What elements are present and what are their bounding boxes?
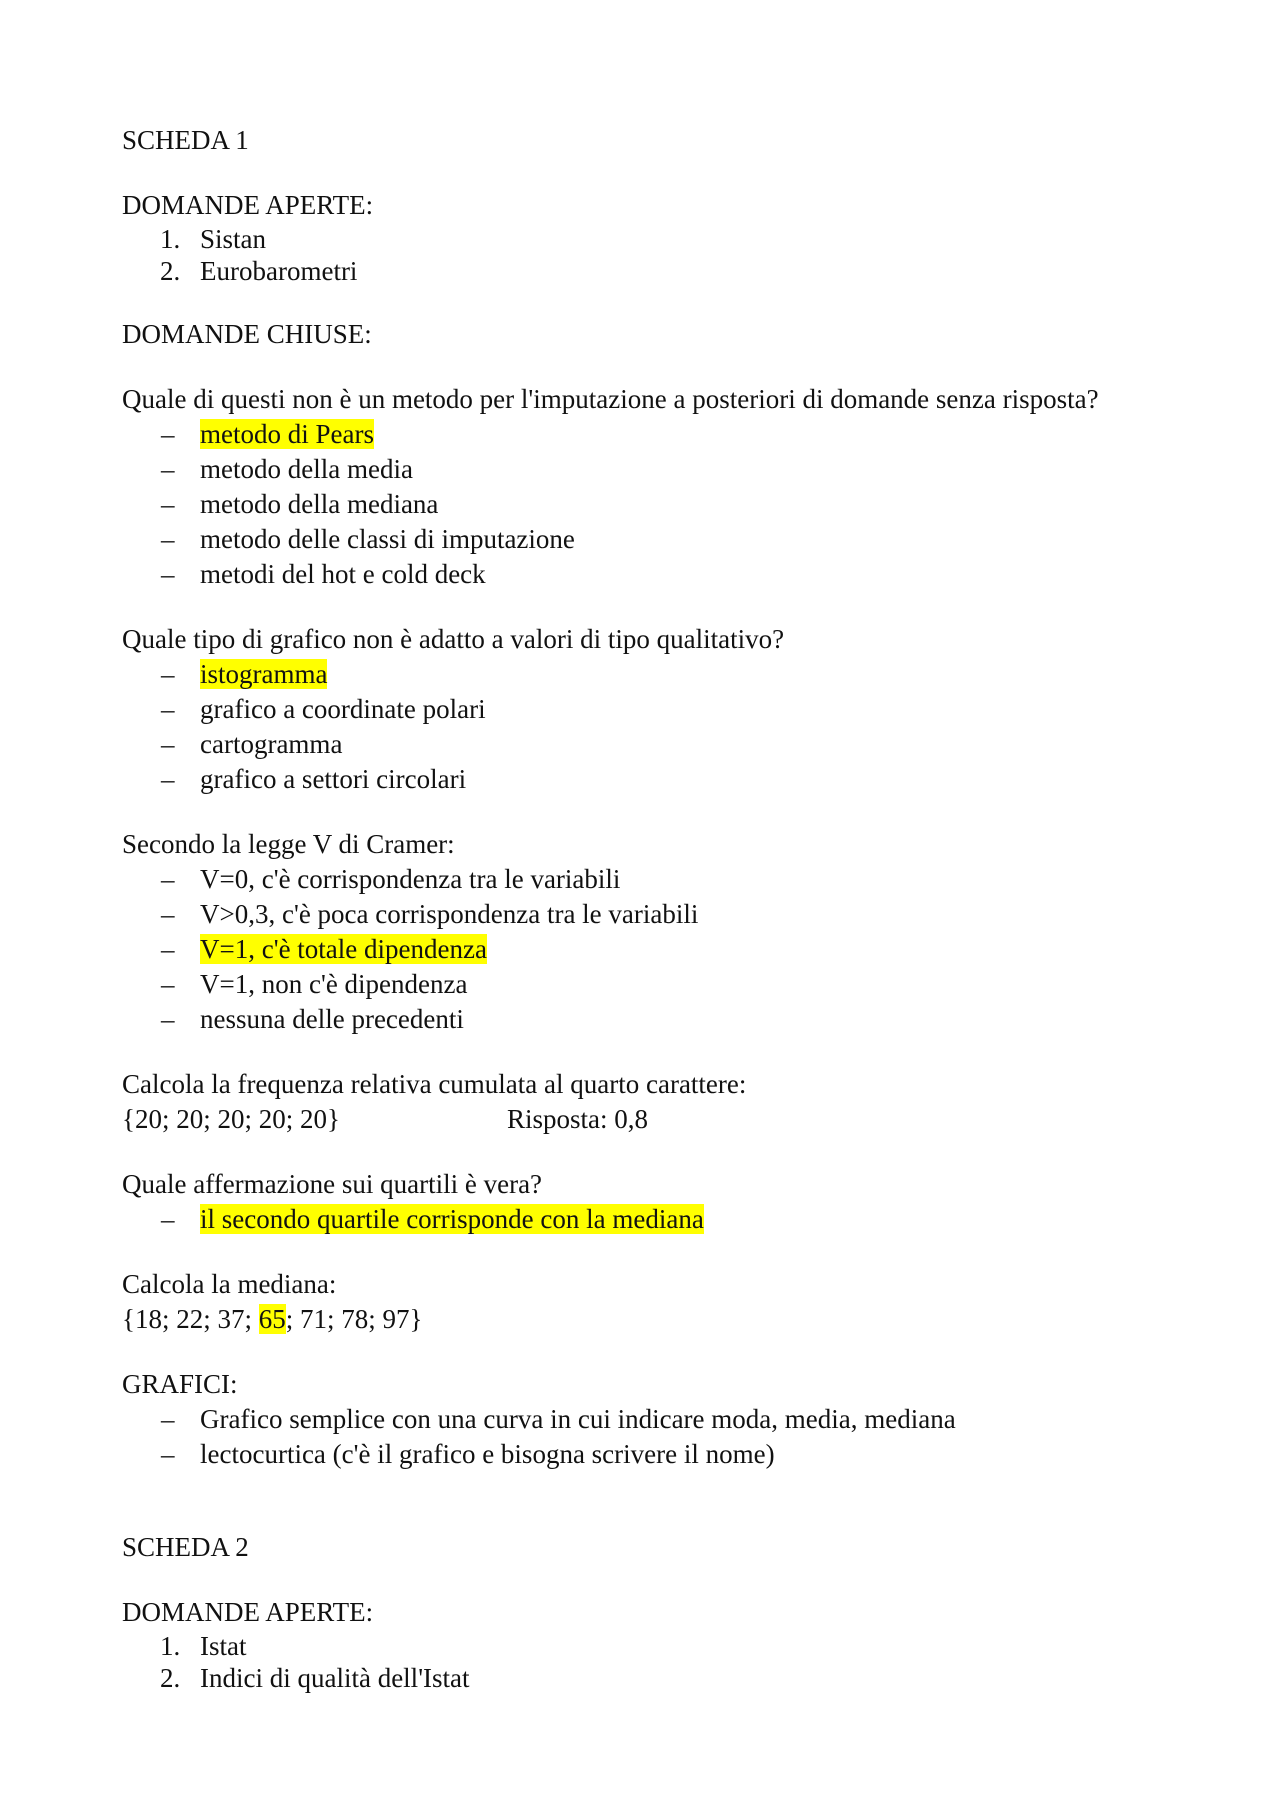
question-6-data: [122, 1302, 1202, 1337]
graphs-heading: GRAFICI:: [122, 1369, 238, 1399]
option-text: V>0,3, c'è poca corrispondenza tra le variabili: [200, 899, 699, 929]
option-item: [122, 692, 1202, 727]
scheda2-open-list: [122, 1630, 1202, 1694]
option-text: metodi del hot e cold deck: [200, 559, 486, 589]
list-item-text: Eurobarometri: [200, 256, 358, 286]
option-text: grafico a settori circolari: [200, 764, 467, 794]
scheda1-title: SCHEDA 1: [122, 125, 249, 155]
question-4-data: {20; 20; 20; 20; 20}: [122, 1104, 340, 1134]
question-1: Quale di questi non è un metodo per l'imputazione a posteriori di domande senza risposta?: [122, 384, 1099, 414]
question-4-answer: Risposta: 0,8: [507, 1104, 649, 1134]
list-item: [122, 1437, 1202, 1472]
dash-bullet: –: [161, 969, 175, 999]
option-text: cartogramma: [200, 729, 343, 759]
option-text: nessuna delle precedenti: [200, 1004, 464, 1034]
scheda2-open-heading: DOMANDE APERTE:: [122, 1597, 374, 1627]
dash-bullet: –: [161, 419, 175, 449]
option-item: [122, 762, 1202, 797]
dash-bullet: –: [161, 694, 175, 724]
question-4-data-row: [122, 1102, 1202, 1137]
option-item: [122, 862, 1202, 897]
option-item: [122, 452, 1202, 487]
scheda1-closed-heading: DOMANDE CHIUSE:: [122, 319, 372, 349]
scheda1-open-heading: DOMANDE APERTE:: [122, 190, 374, 220]
option-item: [122, 967, 1202, 1002]
dash-bullet: –: [161, 489, 175, 519]
option-text: grafico a coordinate polari: [200, 694, 486, 724]
option-text-highlighted: metodo di Pears: [200, 419, 374, 449]
question-3-options: [122, 862, 1202, 1037]
list-item: [122, 223, 1202, 255]
list-number: 1.: [160, 224, 181, 254]
list-number: 1.: [160, 1631, 181, 1661]
option-item: [122, 1202, 1202, 1237]
graphs-list: [122, 1402, 1202, 1472]
question-4: Calcola la frequenza relativa cumulata al quarto carattere:: [122, 1069, 747, 1099]
dash-bullet: –: [161, 934, 175, 964]
option-text: V=1, non c'è dipendenza: [200, 969, 468, 999]
question-2: Quale tipo di grafico non è adatto a valori di tipo qualitativo?: [122, 624, 785, 654]
dash-bullet: –: [161, 1004, 175, 1034]
dash-bullet: –: [161, 1404, 175, 1434]
dash-bullet: –: [161, 729, 175, 759]
option-item: [122, 557, 1202, 592]
dash-bullet: –: [161, 1439, 175, 1469]
list-item-text: Istat: [200, 1631, 247, 1661]
graph-text: lectocurtica (c'è il grafico e bisogna scrivere il nome): [200, 1439, 775, 1469]
option-item: [122, 932, 1202, 967]
dash-bullet: –: [161, 524, 175, 554]
option-text: metodo delle classi di imputazione: [200, 524, 575, 554]
option-item: [122, 897, 1202, 932]
dash-bullet: –: [161, 899, 175, 929]
option-item: [122, 522, 1202, 557]
question-5: Quale affermazione sui quartili è vera?: [122, 1169, 543, 1199]
option-text: metodo della media: [200, 454, 413, 484]
option-text-highlighted: V=1, c'è totale dipendenza: [200, 934, 487, 964]
question-3: Secondo la legge V di Cramer:: [122, 829, 455, 859]
list-number: 2.: [160, 256, 181, 286]
list-item: [122, 1630, 1202, 1662]
list-item: [122, 255, 1202, 287]
dash-bullet: –: [161, 559, 175, 589]
document-page: [122, 123, 1202, 1694]
question-1-options: [122, 417, 1202, 592]
question-6: Calcola la mediana:: [122, 1269, 337, 1299]
scheda1-open-list: [122, 223, 1202, 287]
dash-bullet: –: [161, 764, 175, 794]
question-6-median-highlighted: 65: [258, 1304, 286, 1334]
question-5-options: [122, 1202, 1202, 1237]
option-item: [122, 1002, 1202, 1037]
question-2-options: [122, 657, 1202, 797]
option-item: [122, 487, 1202, 522]
dash-bullet: –: [161, 659, 175, 689]
option-text: metodo della mediana: [200, 489, 439, 519]
list-item-text: Sistan: [200, 224, 267, 254]
question-6-data-prefix: {18; 22; 37;: [122, 1304, 259, 1334]
option-text-highlighted: istogramma: [200, 659, 328, 689]
list-item-text: Indici di qualità dell'Istat: [200, 1663, 470, 1693]
graph-text: Grafico semplice con una curva in cui indicare moda, media, mediana: [200, 1404, 956, 1434]
dash-bullet: –: [161, 454, 175, 484]
option-text: V=0, c'è corrispondenza tra le variabili: [200, 864, 621, 894]
list-item: [122, 1402, 1202, 1437]
dash-bullet: –: [161, 864, 175, 894]
option-item: [122, 417, 1202, 452]
list-item: [122, 1662, 1202, 1694]
scheda2-title: SCHEDA 2: [122, 1532, 249, 1562]
option-item: [122, 657, 1202, 692]
dash-bullet: –: [161, 1204, 175, 1234]
option-item: [122, 727, 1202, 762]
question-6-data-suffix: ; 71; 78; 97}: [285, 1304, 423, 1334]
list-number: 2.: [160, 1663, 181, 1693]
option-text-highlighted: il secondo quartile corrisponde con la mediana: [200, 1204, 704, 1234]
